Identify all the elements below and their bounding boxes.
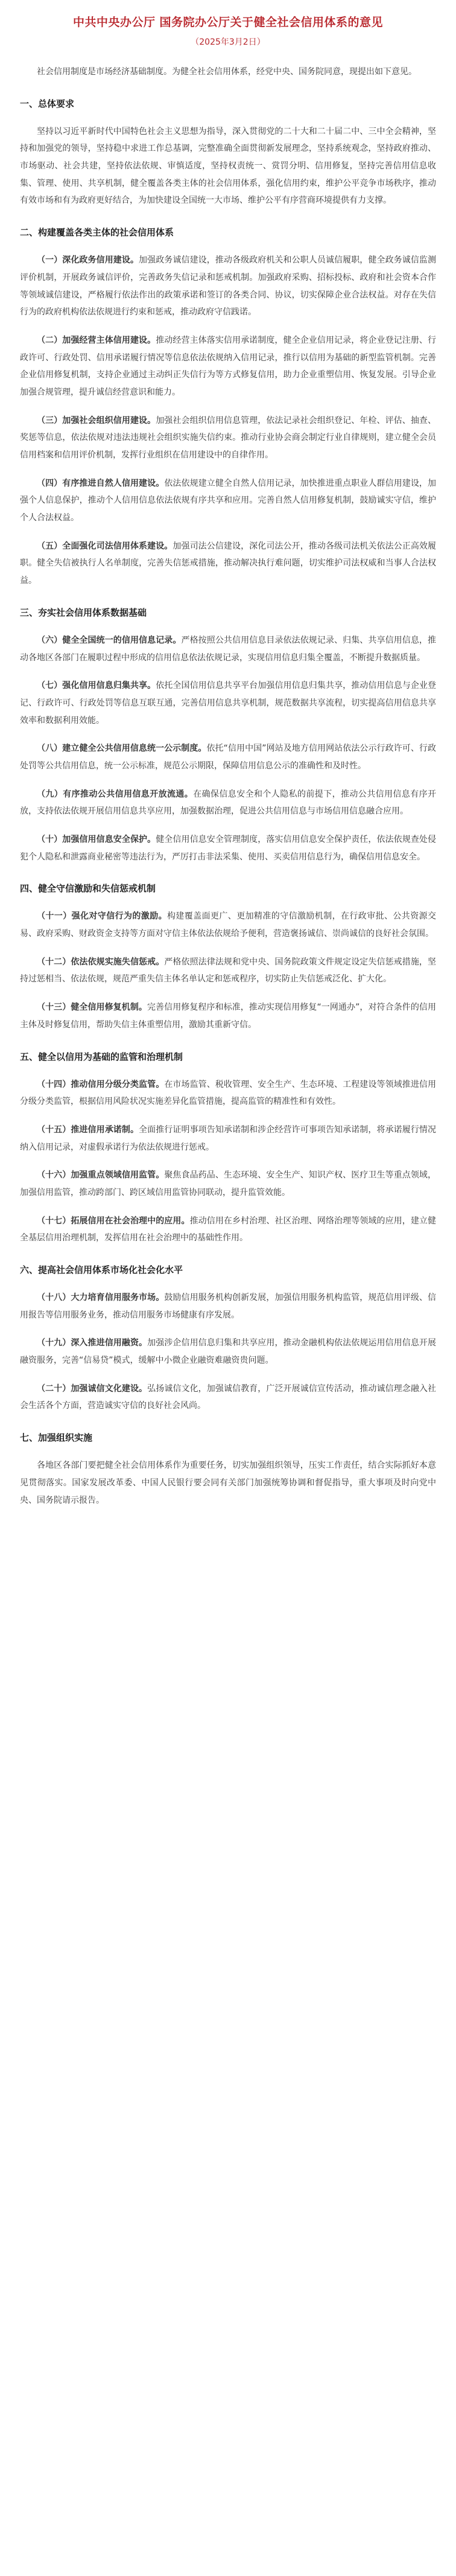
paragraph-lead: （七）强化信用信息归集共享。 bbox=[37, 681, 156, 691]
body-paragraph bbox=[20, 1167, 436, 1201]
paragraph-text: 健全信用信息安全管理制度，落实信用信息安全保护责任，依法依规查处侵犯个人隐私和泄露商业秘密等违法行为，严厉打击非法采集、使用、买卖信用信息行为，确保信用信息安全。 bbox=[20, 835, 436, 862]
article-title: 中共中央办公厅 国务院办公厅关于健全社会信用体系的意见 bbox=[72, 16, 384, 29]
paragraph-lead: （十二）依法依规实施失信惩戒。 bbox=[37, 957, 165, 967]
paragraph-text: 弘扬诚信文化，加强诚信教育，广泛开展诚信宣传活动，推动诚信理念融入社会生活各个方面，营造诚实守信的良好社会风尚。 bbox=[20, 1383, 437, 1411]
paragraph-lead: （十九）深入推进信用融资。 bbox=[37, 1338, 148, 1348]
paragraph-lead: （十八）大力培育信用服务市场。 bbox=[37, 1293, 165, 1302]
body-paragraph bbox=[20, 252, 436, 321]
section-heading: 三、夯实社会信用体系数据基础 bbox=[20, 607, 147, 618]
body-paragraph bbox=[20, 908, 436, 942]
body-paragraph bbox=[20, 1121, 436, 1156]
paragraph-text: 依托“信用中国”网站及地方信用网站依法公示行政许可、行政处罚等公共信用信息，统一公示标准，规范公示期限，保障信用信息公示的准确性和及时性。 bbox=[20, 744, 436, 771]
body-paragraph bbox=[20, 332, 436, 401]
body-paragraph bbox=[20, 1380, 436, 1415]
section-heading: 一、总体要求 bbox=[20, 98, 75, 109]
paragraph-lead: （一）深化政务信用建设。 bbox=[37, 255, 139, 266]
paragraph-text: 依托全国信用信息共享平台加强信用信息归集共享，推动信用信息与企业登记、行政许可、行政处罚等信息互联互通，完善信用信息共享机制，规范数据共享流程，切实提高信用信息共享效率和数据利用效能。 bbox=[20, 681, 436, 725]
paragraph-lead: （十）加强信用信息安全保护。 bbox=[37, 835, 156, 844]
paragraph-text: 严格依照法律法规和党中央、国务院政策文件规定设定失信惩戒措施，坚持过惩相当、依法依规，规范严重失信主体名单认定和惩戒程序，切实防止失信惩戒泛化、扩大化。 bbox=[20, 957, 437, 984]
body-paragraph bbox=[20, 999, 436, 1033]
paragraph-text: 加强涉企信用信息归集和共享应用，推动金融机构依法依规运用信用信息开展融资服务，完善“信易贷”模式，缓解中小微企业融资难融资贵问题。 bbox=[20, 1338, 437, 1366]
body-paragraph bbox=[20, 786, 436, 820]
paragraph-text: 依法依规建立健全自然人信用记录，加快推进重点职业人群信用建设，加强个人信息保护，推动个人信用信息依法依规有序共享和应用。完善自然人信用修复机制，鼓励诚实守信，维护个人合法权益。 bbox=[20, 478, 437, 523]
paragraph-lead: （六）健全全国统一的信用信息记录。 bbox=[37, 635, 182, 645]
paragraph-text: 在确保信息安全和个人隐私的前提下，推动公共信用信息有序开放，支持依法依规开展信用信息共享应用，加强数据治理，促进公共信用信息与市场信用信息融合应用。 bbox=[20, 789, 437, 817]
body-paragraph bbox=[20, 677, 436, 729]
paragraph-text: 完善信用修复程序和标准，推动实现信用修复“一网通办”，对符合条件的信用主体及时修复信用，帮助失信主体重塑信用，激励其重新守信。 bbox=[20, 1003, 436, 1030]
paragraph-lead: （十一）强化对守信行为的激励。 bbox=[37, 911, 167, 922]
paragraph-lead: （四）有序推进自然人信用建设。 bbox=[37, 478, 165, 488]
body-paragraph bbox=[20, 1334, 436, 1369]
paragraph-lead: （三）加强社会组织信用建设。 bbox=[37, 415, 156, 426]
paragraph-lead: （八）建立健全公共信用信息统一公示制度。 bbox=[37, 744, 207, 754]
body-paragraph bbox=[20, 1213, 436, 1247]
paragraph-text: 聚焦食品药品、生态环境、安全生产、知识产权、医疗卫生等重点领域，加强信用监管，推动跨部门、跨区域信用监管协同联动，提升监管效能。 bbox=[20, 1170, 437, 1197]
paragraph-lead: （二十）加强诚信文化建设。 bbox=[37, 1383, 148, 1394]
paragraph-text: 坚持以习近平新时代中国特色社会主义思想为指导，深入贯彻党的二十大和二十届二中、三中全会精神，坚持和加强党的领导，坚持稳中求进工作总基调，完整准确全面贯彻新发展理念，坚持系统观念，坚持政府推动、市场驱动、社会共建，坚持依法依规、审慎适度，坚持权责统一、赏罚分明、信用修复，坚持完善信用信息收集、管理、使用、共享机制，健全覆盖各类主体的社会信用体系，强化信用约束，维护公平竞争市场秩序，推动有效市场和有为政府更好结合，为加快建设全国统一大市场、维护公平有序营商环境提供有力支撑。 bbox=[20, 126, 436, 206]
body-paragraph bbox=[20, 632, 436, 666]
paragraph-lead: （十四）推动信用分级分类监管。 bbox=[37, 1079, 165, 1089]
section-heading: 二、构建覆盖各类主体的社会信用体系 bbox=[20, 227, 174, 238]
section-heading: 六、提高社会信用体系市场化社会化水平 bbox=[20, 1264, 183, 1275]
paragraph-lead: （十六）加强重点领域信用监管。 bbox=[37, 1170, 165, 1181]
paragraph-text: 构建覆盖面更广、更加精准的守信激励机制，在行政审批、公共资源交易、政府采购、财政资金支持等方面对守信主体依法依规给予便利，营造褒扬诚信、崇尚诚信的良好社会氛围。 bbox=[20, 911, 436, 939]
paragraph-text: 严格按照公共信用信息目录依法依规记录、归集、共享信用信息，推动各地区各部门在履职过程中形成的信用信息依法依规记录，实现信用信息归集全覆盖，不断提升数据质量。 bbox=[20, 635, 437, 663]
paragraph-text: 推动信用在乡村治理、社区治理、网络治理等领域的应用，建立健全基层信用治理机制，发挥信用在社会治理中的基础性作用。 bbox=[20, 1216, 437, 1243]
body-paragraph bbox=[20, 831, 436, 866]
paragraph-lead: （二）加强经营主体信用建设。 bbox=[37, 335, 156, 345]
body-paragraph bbox=[20, 954, 436, 988]
article-date: （2025年3月2日） bbox=[191, 37, 265, 47]
intro-paragraph: 社会信用制度是市场经济基础制度。为健全社会信用体系，经党中央、国务院同意，现提出如下意见。 bbox=[37, 67, 417, 77]
body-paragraph bbox=[20, 475, 436, 527]
paragraph-text: 在市场监管、税收管理、安全生产、生态环境、工程建设等领域推进信用分级分类监管，根据信用风险状况实施差异化监管措施，提高监管的精准性和有效性。 bbox=[20, 1079, 437, 1107]
paragraph-text: 各地区各部门要把健全社会信用体系作为重要任务，切实加强组织领导，压实工作责任，结合实际抓好本意见贯彻落实。国家发展改革委、中国人民银行要会同有关部门加强统筹协调和督促指导，重大事项及时向党中央、国务院请示报告。 bbox=[20, 1461, 436, 1505]
body-paragraph bbox=[20, 1457, 436, 1509]
body-paragraph bbox=[20, 123, 436, 209]
paragraph-lead: （九）有序推动公共信用信息开放流通。 bbox=[37, 789, 194, 799]
section-heading: 五、健全以信用为基础的监管和治理机制 bbox=[20, 1051, 183, 1062]
section-heading: 四、健全守信激励和失信惩戒机制 bbox=[20, 883, 156, 894]
body-paragraph bbox=[20, 538, 436, 590]
paragraph-lead: （十三）健全信用修复机制。 bbox=[37, 1003, 147, 1013]
paragraph-text: 加强司法公信建设，深化司法公开，推动各级司法机关依法公正高效履职。健全失信被执行人名单制度，完善失信惩戒措施，推动解决执行难问题，切实维护司法权威和当事人合法权益。 bbox=[20, 541, 436, 586]
paragraph-lead: （十五）推进信用承诺制。 bbox=[37, 1124, 139, 1135]
paragraph-text: 推动经营主体落实信用承诺制度，健全企业信用记录，将企业登记注册、行政许可、行政处罚、信用承诺履行情况等信息依法依规纳入信用记录，推行以信用为基础的新型监管机制。完善企业信用修复机制，支持企业通过主动纠正失信行为等方式修复信用，助力企业重塑信用、恢复发展。引导企业加强合规管理，提升诚信经营意识和能力。 bbox=[20, 335, 436, 397]
section-heading: 七、加强组织实施 bbox=[20, 1432, 93, 1444]
body-paragraph bbox=[20, 740, 436, 774]
paragraph-lead: （十七）拓展信用在社会治理中的应用。 bbox=[37, 1216, 190, 1226]
body-paragraph bbox=[20, 1289, 436, 1324]
article-body bbox=[0, 97, 456, 1510]
paragraph-text: 加强政务诚信建设，推动各级政府机关和公职人员诚信履职，健全政务诚信监测评价机制，开展政务诚信评价，完善政务失信记录和惩戒机制。加强政府采购、招标投标、政府和社会资本合作等领域诚信建设，严格履行依法作出的政策承诺和签订的各类合同、协议，切实保障企业合法权益。对存在失信行为的政府机构依法依规进行约束和惩戒，推动政府守信践诺。 bbox=[20, 255, 437, 317]
paragraph-text: 鼓励信用服务机构创新发展，加强信用服务机构监管，规范信用评级、信用报告等信用服务业务，推动信用服务市场健康有序发展。 bbox=[20, 1293, 437, 1320]
paragraph-lead: （五）全面强化司法信用体系建设。 bbox=[37, 541, 173, 551]
body-paragraph bbox=[20, 1076, 436, 1111]
body-paragraph bbox=[20, 412, 436, 464]
paragraph-text: 全面推行证明事项告知承诺制和涉企经营许可事项告知承诺制，将承诺履行情况纳入信用记录，对虚假承诺行为依法依规进行惩戒。 bbox=[20, 1124, 437, 1152]
paragraph-text: 加强社会组织信用信息管理，依法记录社会组织登记、年检、评估、抽查、奖惩等信息，依法依规对违法违规社会组织实施失信约束。推动行业协会商会制定行业自律规则，建立健全会员信用档案和信用评价机制，发挥行业组织在信用建设中的自律作用。 bbox=[20, 415, 436, 460]
